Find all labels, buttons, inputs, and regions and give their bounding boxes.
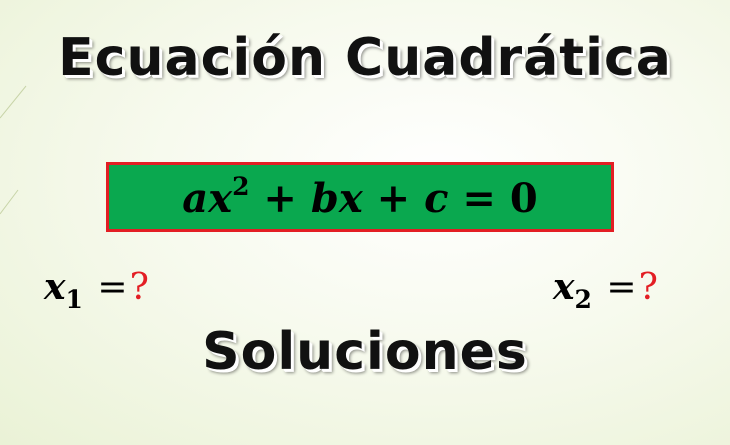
equals-sign: = bbox=[462, 175, 496, 222]
var-x: x bbox=[208, 175, 233, 222]
solution-subscript: 1 bbox=[65, 285, 83, 314]
solution-var: x bbox=[44, 266, 66, 308]
question-mark: ? bbox=[129, 267, 149, 308]
solution-subscript: 2 bbox=[574, 285, 592, 314]
exponent: 2 bbox=[232, 172, 250, 201]
plus-sign: + bbox=[263, 175, 297, 222]
quadratic-equation bbox=[182, 172, 537, 222]
page-title: Ecuación Cuadrática bbox=[58, 28, 672, 88]
coef-a: a bbox=[182, 175, 209, 222]
solution-x2 bbox=[553, 266, 658, 314]
rhs-zero: 0 bbox=[509, 175, 538, 222]
solution-equals: = bbox=[606, 267, 637, 308]
solution-equals: = bbox=[97, 267, 128, 308]
coef-c: c bbox=[424, 175, 449, 222]
coef-b: b bbox=[310, 175, 339, 222]
plus-sign-2: + bbox=[376, 175, 411, 222]
solution-var: x bbox=[553, 266, 575, 308]
question-mark: ? bbox=[638, 267, 658, 308]
subtitle-soluciones: Soluciones bbox=[202, 322, 528, 382]
equation-box bbox=[106, 162, 614, 232]
var-x-linear: x bbox=[338, 175, 363, 222]
solution-x1 bbox=[44, 266, 149, 314]
